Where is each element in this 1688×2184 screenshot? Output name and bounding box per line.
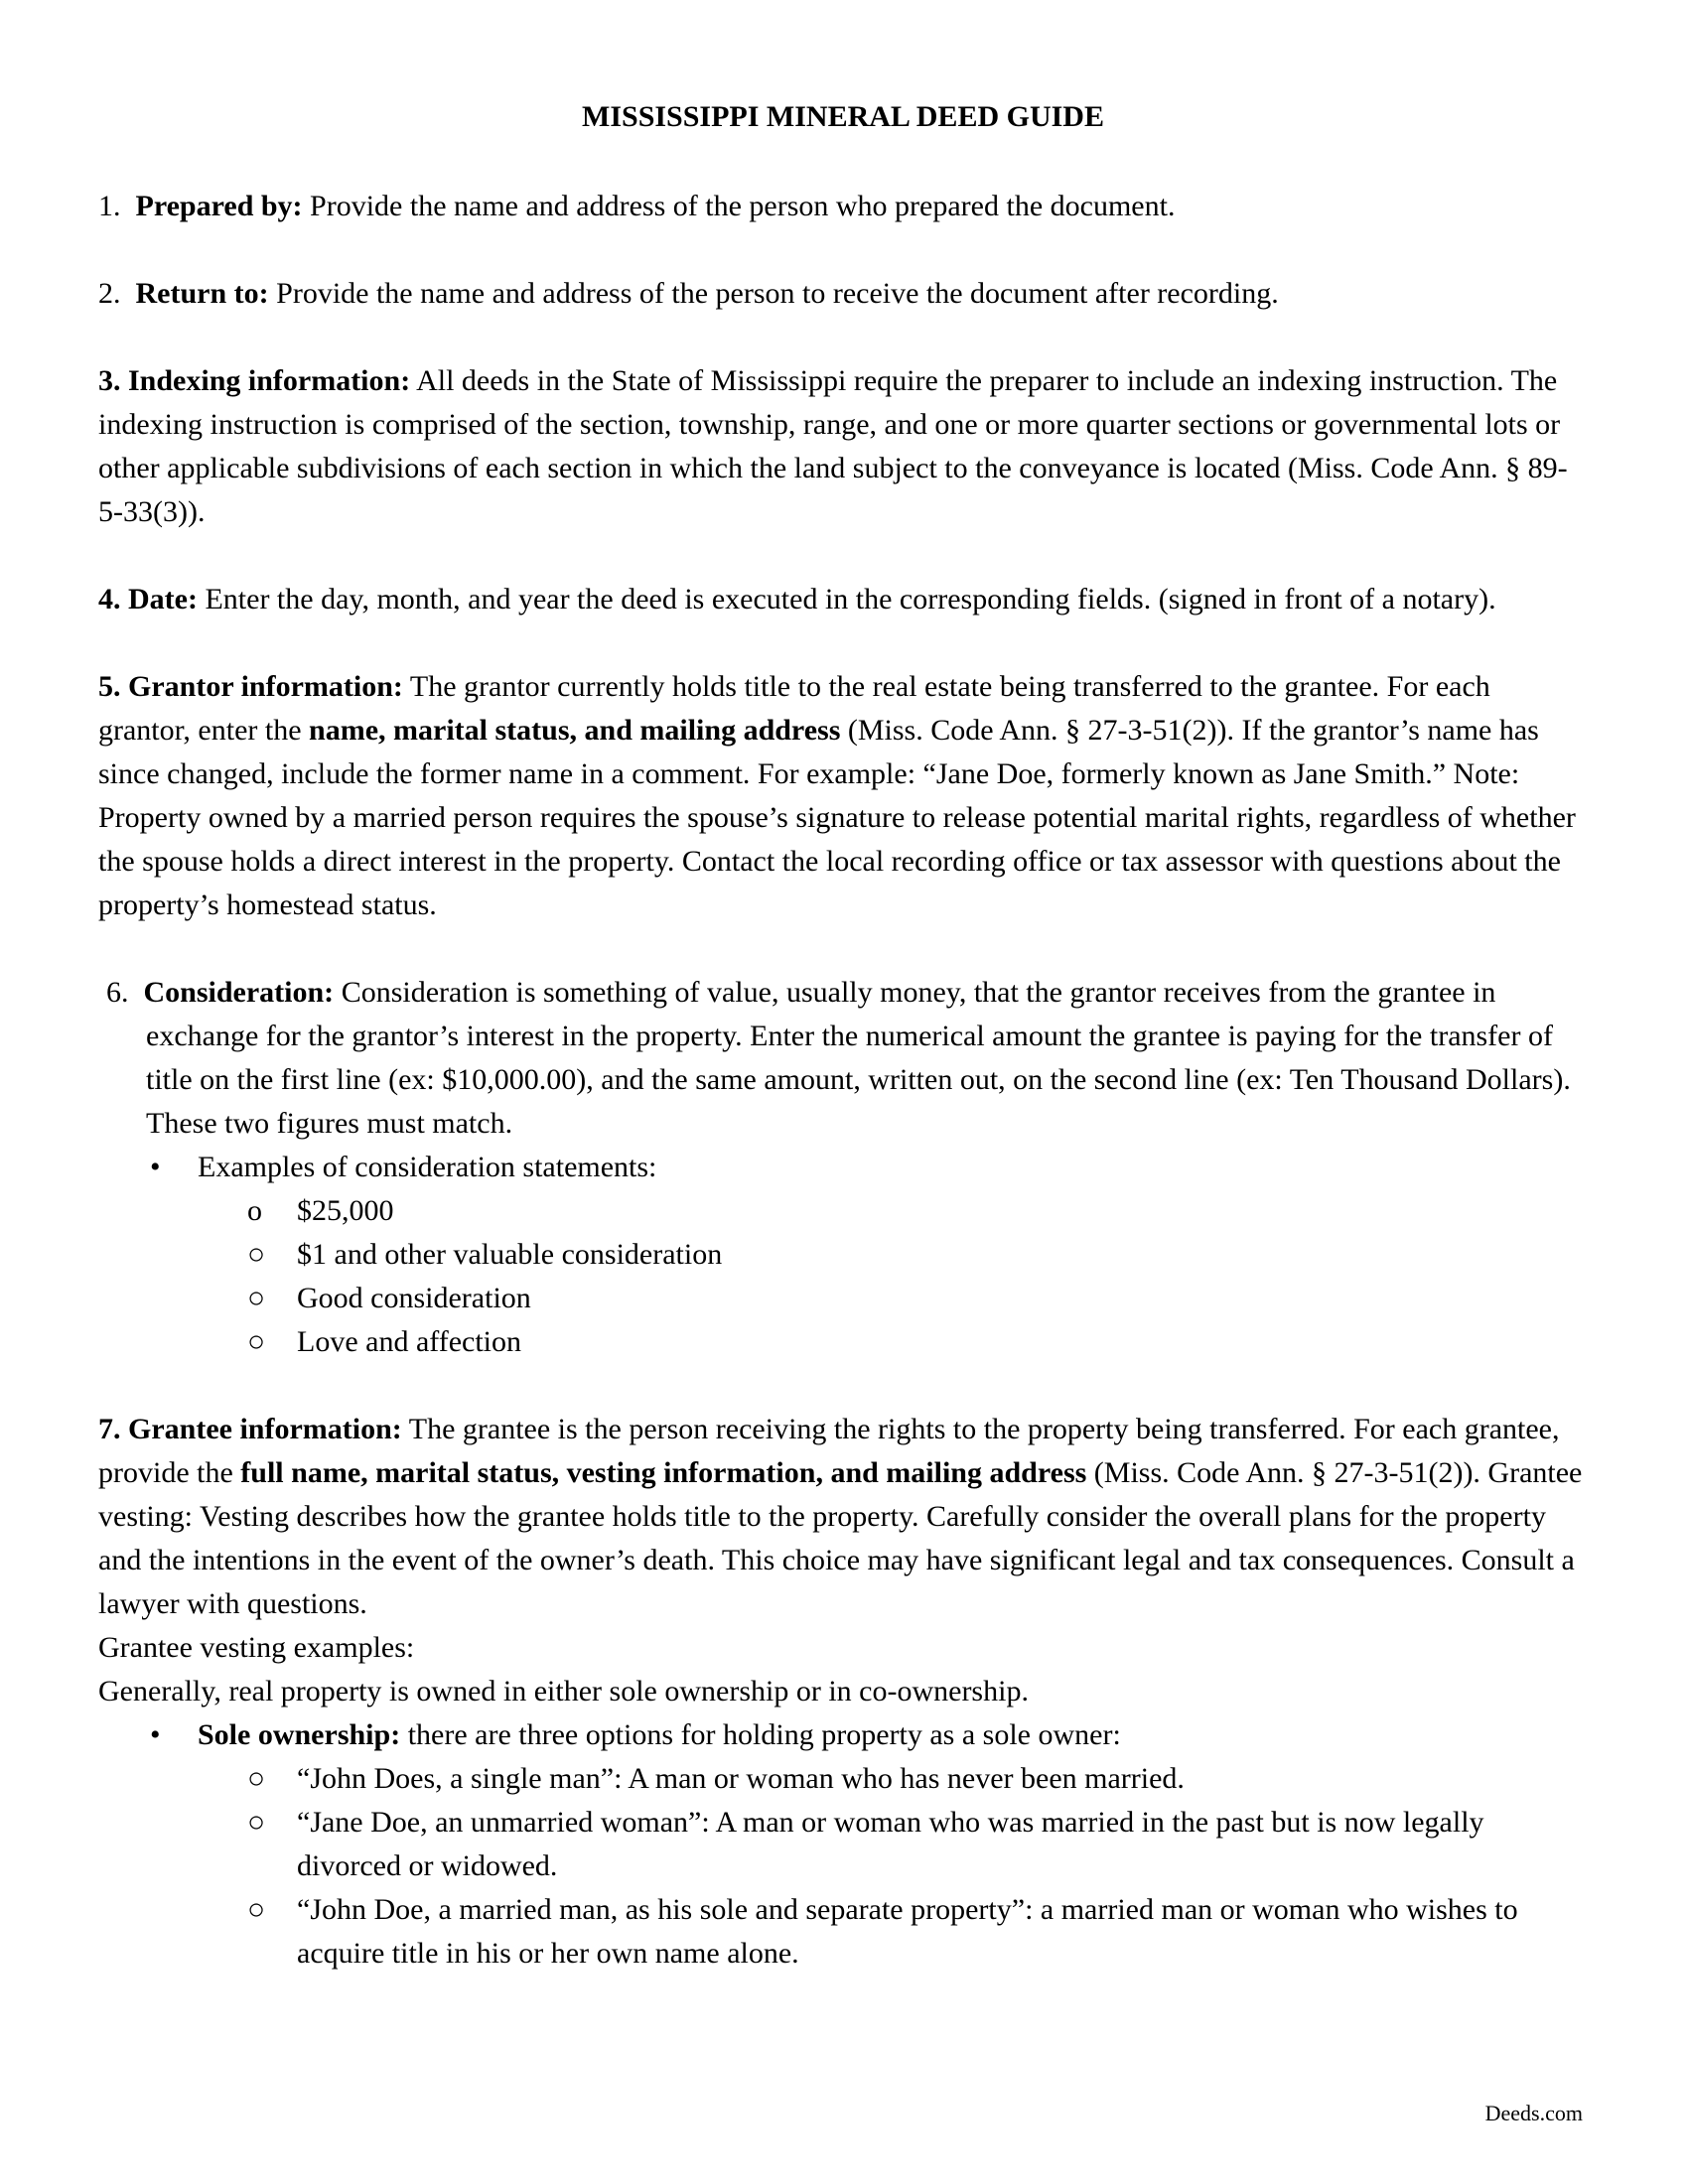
circle-bullet-icon: ○	[247, 1762, 266, 1795]
section-text: (Miss. Code Ann. § 27-3-51(2)). Grantee vesting: Vesting describes how the grantee holds title to the property. Carefully consider the overall plans for the property and the intentions in the event of the owner’s death. This choice may have significant legal and tax consequences. Consult a lawyer with questions.	[98, 1456, 1583, 1620]
section-consideration	[98, 971, 1588, 1364]
section-emphasis: name, marital status, and mailing address	[309, 714, 841, 747]
circle-bullet-icon: ○	[247, 1238, 266, 1271]
section-prepared-by	[98, 185, 1588, 228]
sole-ownership-examples-list	[198, 1757, 1588, 1976]
section-return-to	[98, 272, 1588, 316]
page-title: MISSISSIPPI MINERAL DEED GUIDE	[582, 100, 1104, 133]
list-item	[247, 1233, 1588, 1277]
ownership-intro: Generally, real property is owned in either sole ownership or in co-ownership.	[98, 1675, 1029, 1707]
section-label: Prepared by:	[135, 190, 303, 222]
list-item-label: Sole ownership:	[198, 1718, 401, 1751]
section-number: 6.	[106, 976, 129, 1009]
section-text: Consideration is something of value, usually money, that the grantor receives from the grantee in exchange for the grantor’s interest in the property. Enter the numerical amount the grantee is paying for the transfer of title on the first line (ex: $10,000.00), and the same amount, written out, on the second line (ex: Ten Thousand Dollars). These two figures must match.	[146, 976, 1571, 1140]
list-item	[247, 1189, 1588, 1233]
list-item	[148, 1146, 1588, 1364]
list-item-text: “John Doe, a married man, as his sole and separate property”: a married man or woman who wishes to acquire title in his or her own name alone.	[297, 1893, 1518, 1970]
circle-bullet-icon: o	[247, 1194, 262, 1227]
section-date	[98, 578, 1588, 621]
bullet-icon: •	[150, 1718, 161, 1751]
list-item-text: Examples of consideration statements:	[198, 1151, 657, 1183]
footer-brand: Deeds.com	[1484, 2101, 1583, 2125]
circle-bullet-icon: ○	[247, 1893, 266, 1926]
list-item-text: “Jane Doe, an unmarried woman”: A man or woman who was married in the past but is now legally divorced or widowed.	[297, 1806, 1484, 1882]
section-grantor-information	[98, 665, 1588, 927]
list-item	[247, 1320, 1588, 1364]
circle-bullet-icon: ○	[247, 1325, 266, 1358]
section-text: All deeds in the State of Mississippi require the preparer to include an indexing instruction. The indexing instruction is comprised of the section, township, range, and one or more quarter sections or governmental lots or other applicable subdivisions of each section in which the land subject to the conveyance is located (Miss. Code Ann. § 89-5-33(3)).	[98, 364, 1568, 528]
list-item-text: $1 and other valuable consideration	[297, 1238, 723, 1271]
section-number: 2.	[98, 277, 121, 310]
section-label: 5. Grantor information:	[98, 670, 403, 703]
bullet-icon: •	[150, 1151, 161, 1183]
list-item-text: there are three options for holding property as a sole owner:	[407, 1718, 1121, 1751]
section-emphasis: full name, marital status, vesting information, and mailing address	[240, 1456, 1087, 1489]
list-item-text: Good consideration	[297, 1282, 531, 1314]
list-item-text: “John Does, a single man”: A man or woman who has never been married.	[297, 1762, 1185, 1795]
section-label: 4. Date:	[98, 583, 198, 615]
section-text: Provide the name and address of the person to receive the document after recording.	[276, 277, 1279, 310]
guide-page	[98, 95, 1588, 2019]
section-text: Enter the day, month, and year the deed is executed in the corresponding fields. (signed in front of a notary).	[205, 583, 1496, 615]
list-item-text: Love and affection	[297, 1325, 522, 1358]
section-label: 7. Grantee information:	[98, 1413, 402, 1445]
list-item	[247, 1801, 1588, 1888]
section-label: Return to:	[135, 277, 269, 310]
section-number: 1.	[98, 190, 121, 222]
vesting-examples-heading: Grantee vesting examples:	[98, 1631, 415, 1664]
circle-bullet-icon: ○	[247, 1806, 266, 1839]
section-label: Consideration:	[143, 976, 335, 1009]
section-text: The grantor currently holds title to the real estate being transferred to the grantee. For each grantor, enter the	[98, 670, 1490, 747]
consideration-examples-list	[198, 1189, 1588, 1364]
section-label: 3. Indexing information:	[98, 364, 411, 397]
ownership-bullet-list	[98, 1713, 1588, 1976]
section-grantee-information	[98, 1408, 1588, 1976]
consideration-bullet-list	[98, 1146, 1588, 1364]
list-item	[148, 1713, 1588, 1976]
section-text: The grantee is the person receiving the rights to the property being transferred. For each grantee, provide the	[98, 1413, 1560, 1489]
section-text: Provide the name and address of the person who prepared the document.	[310, 190, 1176, 222]
section-indexing-information	[98, 359, 1588, 534]
list-item-text: $25,000	[297, 1194, 394, 1227]
section-text: (Miss. Code Ann. § 27-3-51(2)). If the grantor’s name has since changed, include the former name in a comment. For example: “Jane Doe, formerly known as Jane Smith.” Note: Property owned by a married person requires the spouse’s signature to release potential marital rights, regardless of whether the spouse holds a direct interest in the property. Contact the local recording office or tax assessor with questions about the property’s homestead status.	[98, 714, 1576, 921]
list-item	[247, 1888, 1588, 1976]
list-item	[247, 1757, 1588, 1801]
list-item	[247, 1277, 1588, 1320]
circle-bullet-icon: ○	[247, 1282, 266, 1314]
